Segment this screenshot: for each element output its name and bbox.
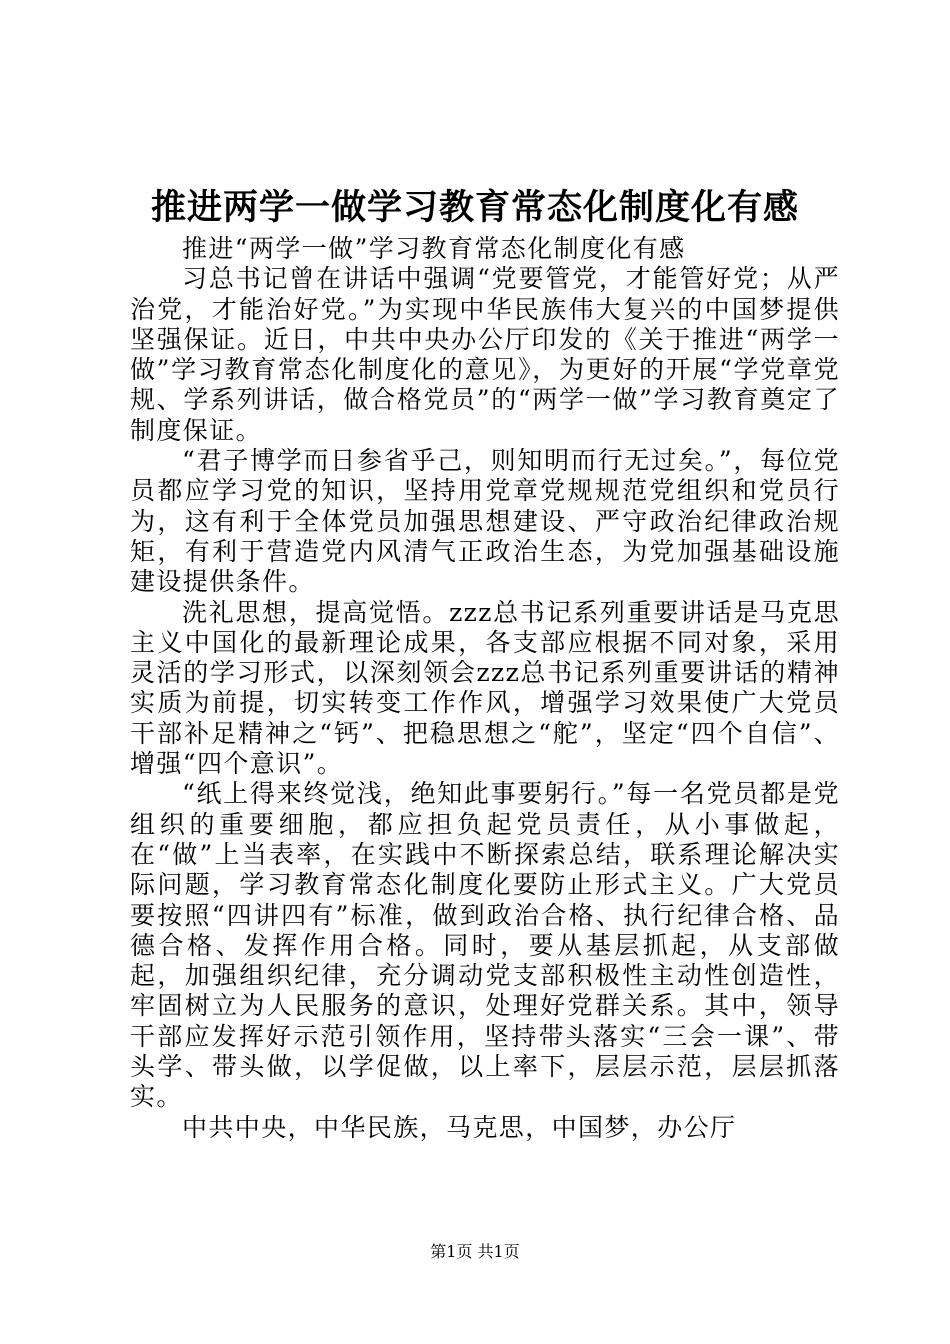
paragraph-subtitle: 推进“两学一做”学习教育常态化制度化有感 <box>182 234 686 263</box>
paragraph-1: 习总书记曾在讲话中强调“党要管党，才能管好党；从严治党，才能治好党。”为实现中华民族伟大复兴的中国梦提供坚强保证。近日，中共中央办公厅印发的《关于推进“两学一做”学习教育常态化制度化的意见》，为更好的开展“学党章党规、学系列讲话，做合格党员”的“两学一做”学习教育奠定了制度保证。 <box>130 264 840 445</box>
paragraph-2: “君子博学而日参省乎己，则知明而行无过矣。”，每位党员都应学习党的知识，坚持用党章党规规范党组织和党员行为，这有利于全体党员加强思想建设、严守政治纪律政治规矩，有利于营造党内风清气正政治生态，为党加强基础设施建设提供条件。 <box>130 446 840 597</box>
paragraph-keywords: 中共中央，中华民族，马克思，中国梦，办公厅 <box>182 1112 737 1142</box>
paragraph-3: 洗礼思想，提高觉悟。zzz总书记系列重要讲话是马克思主义中国化的最新理论成果，各支部应根据不同对象，采用灵活的学习形式，以深刻领会zzz总书记系列重要讲话的精神实质为前提，切实转变工作作风，增强学习效果使广大党员干部补足精神之“钙”、把稳思想之“舵”，坚定“四个自信”、增强“四个意识”。 <box>130 597 840 779</box>
paragraph-4: “纸上得来终觉浅，绝知此事要躬行。”每一名党员都是党组织的重要细胞，都应担负起党员责任，从小事做起，在“做”上当表率，在实践中不断探索总结，联系理论解决实际问题，学习教育常态化制度化要防止形式主义。广大党员要按照“四讲四有”标准，做到政治合格、执行纪律合格、品德合格、发挥作用合格。同时，要从基层抓起，从支部做起，加强组织纪律，充分调动党支部积极性主动性创造性，牢固树立为人民服务的意识，处理好党群关系。其中，领导干部应发挥好示范引领作用，坚持带头落实“三会一课”、带头学、带头做，以学促做，以上率下，层层示范，层层抓落实。 <box>130 779 840 1112</box>
page-number-footer: 第1页 共1页 <box>430 1242 520 1261</box>
document-title: 推进两学一做学习教育常态化制度化有感 <box>150 188 799 228</box>
document-body <box>130 234 840 1143</box>
